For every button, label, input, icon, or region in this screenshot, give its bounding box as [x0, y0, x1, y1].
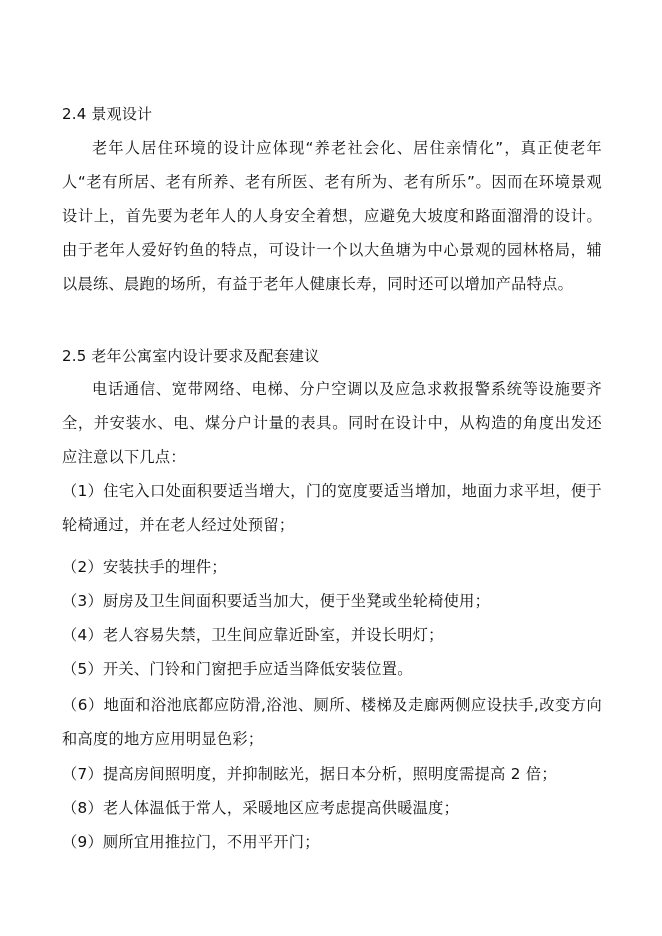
section-2-4-paragraph: 老年人居住环境的设计应体现“养老社会化、居住亲情化”，真正使老年人“老有所居、老有所养、老有所医、老有所为、老有所乐”。因而在环境景观设计上，首先要为老年人的人身安全着想，应避免大坡度和路面溜滑的设计。由于老年人爱好钓鱼的特点，可设计一个以大鱼塘为中心景观的园林格局，辅以晨练、晨跑的场所，有益于老年人健康长寿，同时还可以增加产品特点。: [62, 139, 602, 293]
list-item-7: （7）提高房间照明度，并抑制眩光，据日本分析，照明度需提高 2 倍；: [62, 765, 557, 783]
section-2-5-heading: 2.5 老年公寓室内设计要求及配套建议: [62, 347, 320, 365]
list-item-8: （8）老人体温低于常人，采暖地区应考虑提高供暖温度；: [62, 799, 460, 817]
list-item-9: （9）厕所宜用推拉门，不用平开门；: [62, 833, 320, 851]
list-item-5: （5）开关、门铃和门窗把手应适当降低安装位置。: [62, 660, 413, 678]
list-item-2: （2）安装扶手的埋件；: [62, 558, 227, 576]
list-item-4: （4）老人容易失禁，卫生间应靠近卧室，并设长明灯；: [62, 626, 444, 644]
list-item-3: （3）厨房及卫生间面积要适当加大，便于坐凳或坐轮椅使用；: [62, 592, 491, 610]
list-item-1: （1）住宅入口处面积要适当增大，门的宽度要适当增加，地面力求平坦，便于轮椅通过，并在老人经过处预留；: [62, 482, 602, 534]
section-2-4-heading: 2.4 景观设计: [62, 105, 153, 123]
list-item-6: （6）地面和浴池底都应防滑,浴池、厕所、楼梯及走廊两侧应设扶手,改变方向和高度的地方应用明显色彩；: [62, 696, 602, 748]
section-2-5-intro: 电话通信、宽带网络、电梯、分户空调以及应急求救报警系统等设施要齐全，并安装水、电、煤分户计量的表具。同时在设计中，从构造的角度出发还应注意以下几点：: [62, 380, 602, 466]
